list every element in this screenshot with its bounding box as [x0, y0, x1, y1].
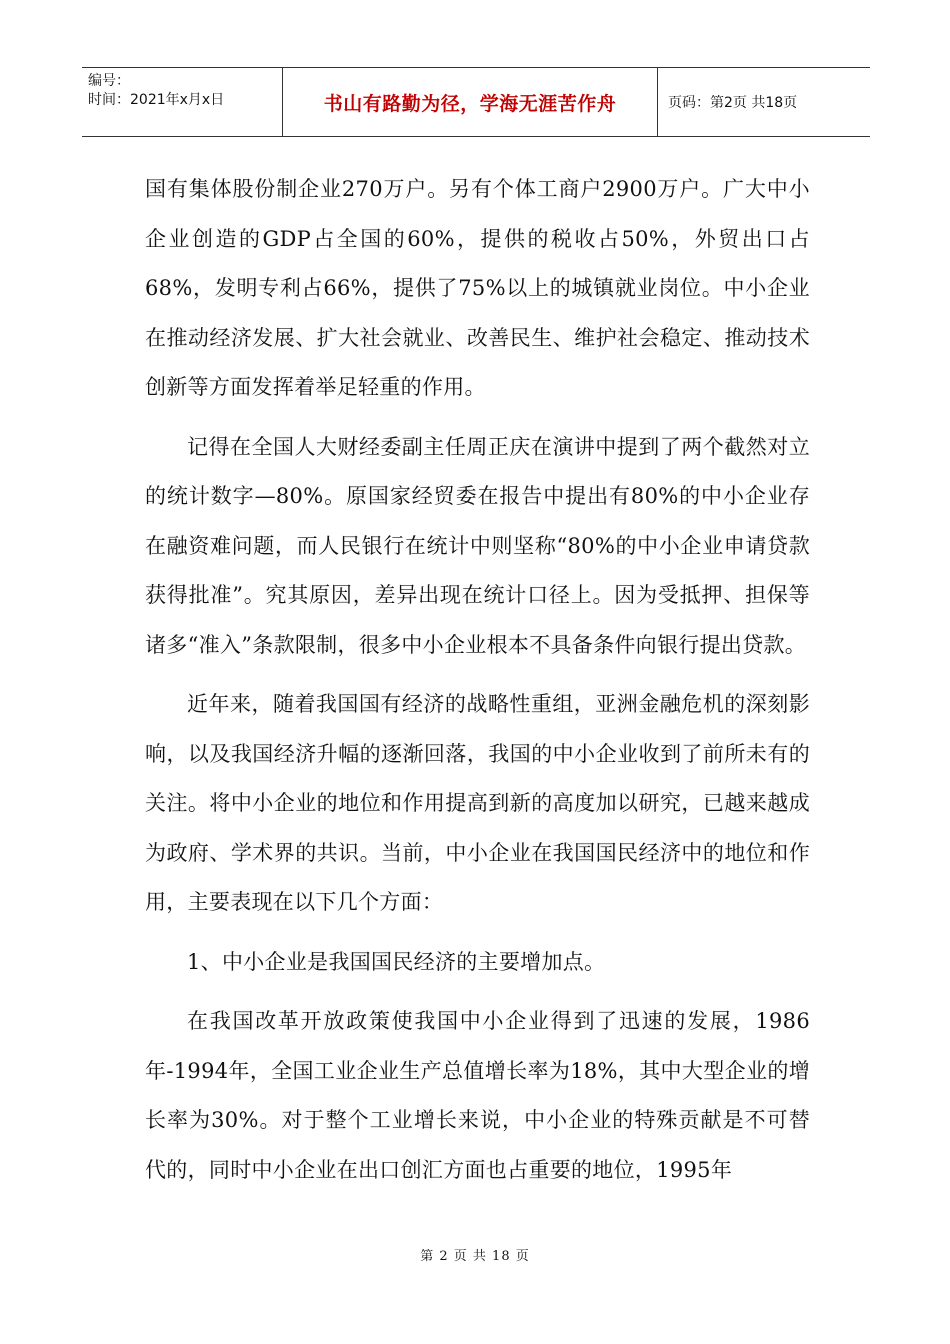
page-footer: 第 2 页 共 18 页 — [420, 1249, 530, 1264]
paragraph-4: 在我国改革开放政策使我国中小企业得到了迅速的发展，1986年-1994年，全国工业企业生产总值增长率为18%，其中大型企业的增长率为30%。对于整个工业增长来说，中小企业的特殊贡献是不可替代的，同时中小企业在出口创汇方面也占重要的地位，1995年 — [145, 1009, 810, 1182]
page-header — [82, 67, 870, 137]
section-heading: 1、中小企业是我国国民经济的主要增加点。 — [187, 949, 606, 974]
document-body — [145, 165, 810, 1205]
date-label: 时间：2021年x月x日 — [88, 92, 225, 108]
serial-number-label: 编号： — [88, 73, 130, 89]
paragraph-1: 国有集体股份制企业270万户。另有个体工商户2900万户。广大中小企业创造的GDP占全国的60%，提供的税收占50%，外贸出口占68%，发明专利占66%，提供了75%以上的城镇就业岗位。中小企业在推动经济发展、扩大社会就业、改善民生、维护社会稳定、推动技术创新等方面发挥着举足轻重的作用。 — [145, 177, 810, 399]
header-meta — [82, 68, 282, 136]
paragraph-3: 近年来，随着我国国有经济的战略性重组，亚洲金融危机的深刻影响，以及我国经济升幅的逐渐回落，我国的中小企业收到了前所未有的关注。将中小企业的地位和作用提高到新的高度加以研究，已越来越成为政府、学术界的共识。当前，中小企业在我国国民经济中的地位和作用，主要表现在以下几个方面： — [145, 692, 810, 914]
header-motto: 书山有路勤为径，学海无涯苦作舟 — [282, 68, 658, 136]
paragraph-2: 记得在全国人大财经委副主任周正庆在演讲中提到了两个截然对立的统计数字—80%。原国家经贸委在报告中提出有80%的中小企业存在融资难问题，而人民银行在统计中则坚称“80%的中小企业申请贷款获得批准”。究其原因，差异出现在统计口径上。因为受抵押、担保等诸多“准入”条款限制，很多中小企业根本不具备条件向银行提出贷款。 — [145, 434, 810, 657]
header-page-info: 页码：第2页 共18页 — [668, 95, 798, 111]
